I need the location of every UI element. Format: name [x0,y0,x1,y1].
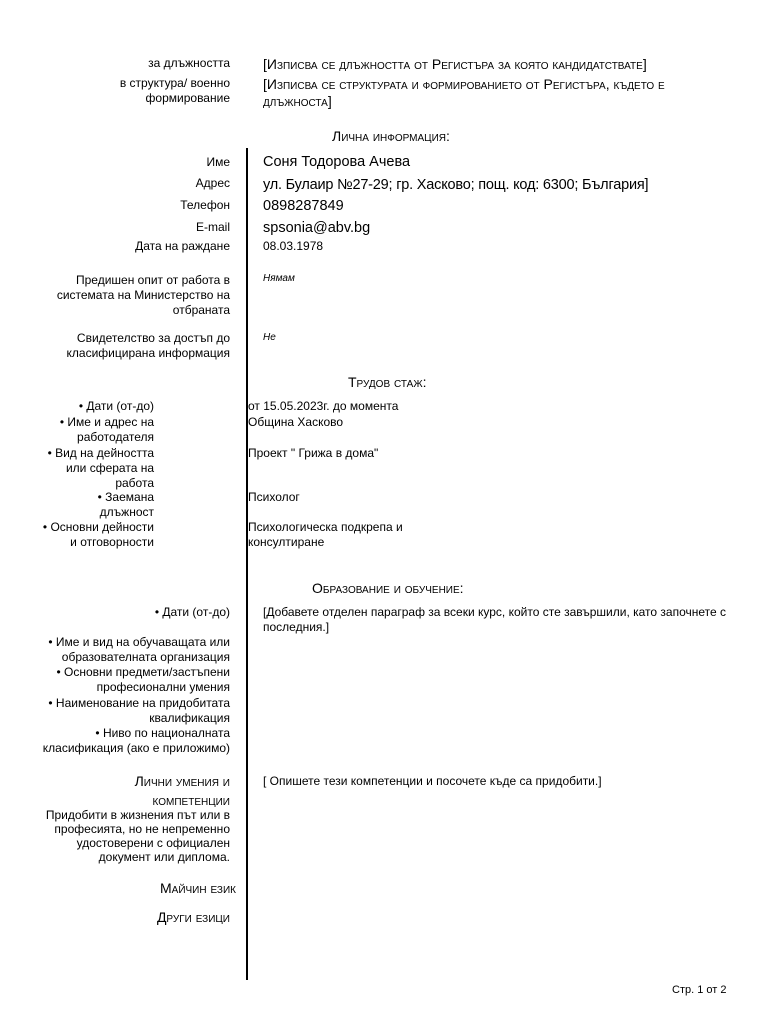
address-label: Адрес [195,176,230,190]
employer-value: Община Хасково [248,415,344,429]
name-label: Име [206,155,230,169]
edu-qualification-label: • Наименование на придобитата квалификация [48,696,230,725]
phone-label: Телефон [180,198,230,212]
edu-dates-value: [Добавете отделен параграф за всеки курс, който сте завършили, като започнете с последния.] [263,605,727,634]
birth-value: 08.03.1978 [263,239,324,253]
education-heading: Образование и обучение: [312,580,464,596]
page-number: Стр. 1 от 2 [672,984,727,996]
birth-label: Дата на раждане [135,239,230,253]
work-dates-value: от 15.05.2023г. до момента [248,399,399,413]
structure-label: в структура/ военно формирование [119,76,230,105]
prior-exp-label: Предишен опит от работа в системата на Министерство на отбраната [56,273,230,317]
field-label: • Вид на дейността или сферата на работа [47,446,154,490]
email-value: spsonia@abv.bg [263,220,371,236]
edu-dates-label: • Дати (от-до) [154,605,230,619]
work-heading: Трудов стаж: [348,374,427,390]
edu-level-label: • Ниво по националната класификация (ако е приложимо) [42,726,230,755]
skills-heading: Лични умения и компетенции [134,773,230,808]
edu-subjects-label: • Основни предмети/застъпени професионални умения [56,665,230,694]
edu-org-label: • Име и вид на обучаващата или образователната организация [48,635,230,664]
clearance-value: Не [263,332,276,343]
duties-value: Психологическа подкрепа и консултиране [248,520,403,549]
other-languages-label: Други езици [156,909,230,925]
position-label: за длъжността [148,56,230,70]
field-value: Проект " Грижа в дома" [248,446,379,460]
phone-value: 0898287849 [263,198,344,214]
email-label: E-mail [195,220,230,234]
skills-description: Придобити в жизнения път или в професията, но не непременно удостоверени с официален документ или диплома. [45,808,230,864]
job-position-label: • Заемана длъжност [97,490,154,519]
personal-info-heading: Лична информация: [332,128,450,144]
column-divider [246,148,248,980]
position-value: [Изписва се длъжността от Регистъра за която кандидатствате] [263,56,647,72]
skills-value: [ Опишете тези компетенции и посочете къде са придобити.] [263,774,602,788]
work-dates-label: • Дати (от-до) [78,399,154,413]
address-value: ул. Булаир №27-29; гр. Хасково; пощ. код: 6300; България] [263,177,649,193]
employer-label: • Име и адрес на работодателя [59,415,154,444]
name-value: Соня Тодорова Ачева [263,154,411,170]
mother-tongue-label: Майчин език [160,880,236,896]
job-position-value: Психолог [248,490,300,504]
clearance-label: Свидетелство за достъп до класифицирана информация [66,331,230,360]
duties-label: • Основни дейности и отговорности [42,520,154,549]
structure-value: [Изписва се структурата и формированието от Регистъра, където е длъжноста] [263,76,665,109]
prior-exp-value: Нямам [263,273,295,284]
